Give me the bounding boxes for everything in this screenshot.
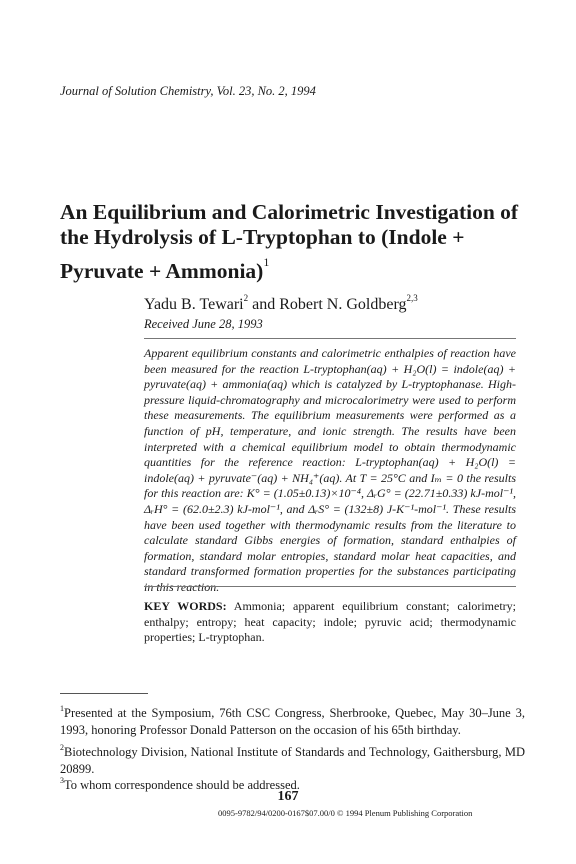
author-conjunction: and bbox=[248, 296, 280, 313]
page-number: 167 bbox=[277, 789, 299, 804]
abstract-bottom-rule bbox=[144, 586, 516, 587]
copyright-line: 0095-9782/94/0200-0167$07.00/0 © 1994 Plenum Publishing Corporation bbox=[218, 808, 473, 818]
author-tewari-mark: 2 bbox=[243, 293, 249, 303]
footnote-1-text: Presented at the Symposium, 76th CSC Congress, Sherbrooke, Quebec, May 30–June 3, 1993, honoring Professor Donald Patterson on the occasion of his 65th birthday. bbox=[60, 706, 525, 737]
footnote-3-text: To whom correspondence should be addressed. bbox=[64, 778, 300, 792]
footnote-separator bbox=[60, 693, 148, 694]
author-tewari: Yadu B. Tewari bbox=[144, 296, 244, 313]
footnote-2 bbox=[60, 740, 525, 777]
article-title bbox=[60, 200, 530, 284]
author-goldberg: Robert N. Goldberg bbox=[279, 296, 407, 313]
keywords bbox=[144, 599, 516, 646]
author-goldberg-mark: 2,3 bbox=[406, 293, 418, 303]
abstract-top-rule bbox=[144, 338, 516, 339]
title-footnote-mark: 1 bbox=[263, 255, 270, 269]
author-line bbox=[144, 293, 418, 314]
abstract: Apparent equilibrium constants and calorimetric enthalpies of reaction have been measured for the reaction L-tryptophan(aq) + H₂O(l) = indole(aq) + pyruvate(aq) + ammonia(aq) which is catalyzed by L-tryptophanase. High-pressure liquid-chromatography and microcalorimetry were used to perform these measurements. The equilibrium measurements were performed as a function of pH, temperature, and ionic strength. The results have been interpreted with a chemical equilibrium model to obtain thermodynamic quantities for the reference reaction: L-tryptophan(aq) + H₂O(l) = indole(aq) + pyruvate⁻(aq) + NH₄⁺(aq). At T = 25°C and Iₘ = 0 the results for this reaction are: K° = (1.05±0.13)×10⁻⁴, ΔᵣG° = (22.71±0.33) kJ-mol⁻¹, ΔᵣH° = (62.0±2.3) kJ-mol⁻¹, and ΔᵣS° = (132±8) J-K⁻¹-mol⁻¹. These results have been used together with thermodynamic results from the literature to calculate standard Gibbs energies of formation, standard enthalpies of formation, standard molar entropies, standard molar heat capacities, and standard transformed formation properties for the substances participating in this reaction. bbox=[144, 346, 516, 594]
footnote-1-mark: 1 bbox=[60, 704, 64, 713]
keywords-label: KEY WORDS: bbox=[144, 599, 227, 613]
footnote-3-mark: 3 bbox=[60, 776, 64, 785]
footnote-2-mark: 2 bbox=[60, 743, 64, 752]
article-title-text: An Equilibrium and Calorimetric Investigation of the Hydrolysis of L-Tryptophan to (Indole + Pyruvate + Ammonia) bbox=[60, 200, 519, 283]
keywords-text: Ammonia; apparent equilibrium constant; calorimetry; enthalpy; entropy; heat capacity; indole; pyruvic acid; thermodynamic properties; L-tryptophan. bbox=[144, 599, 516, 645]
journal-citation: Journal of Solution Chemistry, Vol. 23, No. 2, 1994 bbox=[60, 84, 316, 98]
footnote-2-text: Biotechnology Division, National Institute of Standards and Technology, Gaithersburg, MD 20899. bbox=[60, 745, 525, 776]
received-date: Received June 28, 1993 bbox=[144, 317, 263, 331]
footnote-1 bbox=[60, 701, 525, 738]
